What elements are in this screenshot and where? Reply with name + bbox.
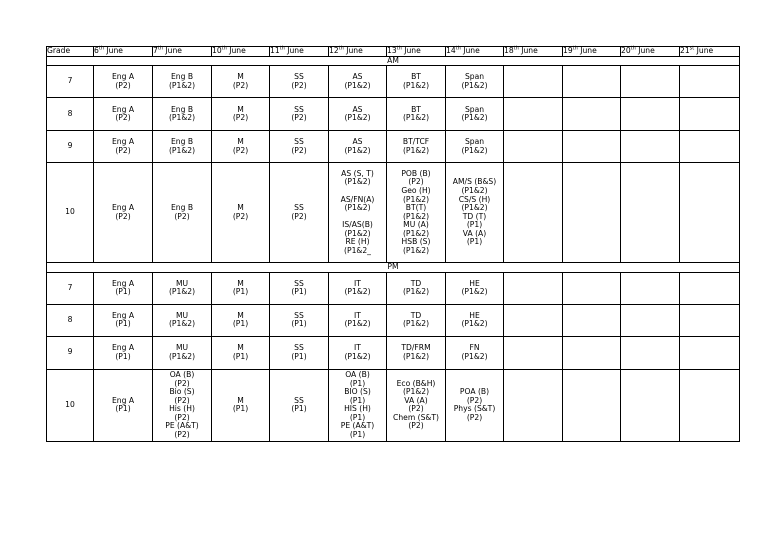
date-header	[680, 47, 740, 57]
exam-cell: IT (P1&2)	[329, 272, 387, 304]
exam-cell	[680, 369, 740, 441]
table-row	[47, 66, 740, 98]
date-month: June	[404, 46, 421, 55]
exam-cell: M (P1)	[212, 304, 270, 336]
date-day: 18	[504, 46, 514, 55]
date-day: 7	[153, 46, 158, 55]
grade-cell: 10	[47, 369, 94, 441]
grade-cell: 9	[47, 336, 94, 369]
exam-cell: SS (P1)	[270, 272, 329, 304]
grade-cell: 8	[47, 304, 94, 336]
exam-cell: SS (P2)	[270, 66, 329, 98]
exam-cell	[680, 98, 740, 131]
date-month: June	[580, 46, 597, 55]
exam-cell: Eng A (P2)	[94, 163, 153, 263]
grade-cell: 8	[47, 98, 94, 131]
date-suffix: th	[396, 45, 402, 52]
exam-cell: SS (P2)	[270, 163, 329, 263]
exam-cell: Eng A (P1)	[94, 369, 153, 441]
date-month: June	[638, 46, 655, 55]
pm-section-row	[47, 263, 740, 273]
date-day: 11	[270, 46, 280, 55]
exam-cell: Span (P1&2)	[446, 98, 504, 131]
grade-header: Grade	[47, 47, 94, 57]
table-row	[47, 98, 740, 131]
date-suffix: th	[338, 45, 344, 52]
exam-cell: M (P2)	[212, 163, 270, 263]
exam-cell: Eng A (P2)	[94, 66, 153, 98]
am-section-row	[47, 56, 740, 66]
date-month: June	[229, 46, 246, 55]
date-header	[504, 47, 563, 57]
date-suffix: th	[98, 45, 104, 52]
exam-cell: IT (P1&2)	[329, 304, 387, 336]
date-header	[94, 47, 153, 57]
exam-cell: TD (P1&2)	[387, 304, 446, 336]
exam-cell	[621, 272, 680, 304]
exam-cell	[504, 272, 563, 304]
exam-cell	[563, 336, 621, 369]
date-header	[621, 47, 680, 57]
exam-cell: IT (P1&2)	[329, 336, 387, 369]
exam-cell: Eng A (P2)	[94, 98, 153, 131]
grade-cell: 9	[47, 131, 94, 163]
exam-cell: M (P1)	[212, 336, 270, 369]
exam-cell	[680, 163, 740, 263]
exam-cell: OA (B) (P2) Bio (S) (P2) His (H) (P2) PE (A&T) (P2)	[153, 369, 212, 441]
date-month: June	[521, 46, 538, 55]
exam-cell: MU (P1&2)	[153, 336, 212, 369]
exam-cell: Eng A (P1)	[94, 304, 153, 336]
exam-cell: Eng B (P1&2)	[153, 98, 212, 131]
table-row	[47, 369, 740, 441]
exam-cell: AS (P1&2)	[329, 131, 387, 163]
exam-cell: SS (P1)	[270, 369, 329, 441]
timetable-body	[47, 47, 740, 442]
date-suffix: th	[221, 45, 227, 52]
exam-cell	[563, 304, 621, 336]
pm-section-label: PM	[47, 263, 740, 273]
exam-timetable	[46, 46, 740, 442]
date-header	[446, 47, 504, 57]
exam-cell	[680, 131, 740, 163]
exam-cell	[504, 131, 563, 163]
exam-cell: OA (B) (P1) BIO (S) (P1) HIS (H) (P1) PE (A&T) (P1)	[329, 369, 387, 441]
exam-cell	[563, 131, 621, 163]
date-month: June	[346, 46, 363, 55]
exam-cell: Eng A (P2)	[94, 131, 153, 163]
exam-cell: SS (P1)	[270, 336, 329, 369]
exam-cell: POB (B) (P2) Geo (H) (P1&2) BT(T) (P1&2) MU (A) (P1&2) HSB (S) (P1&2)	[387, 163, 446, 263]
exam-cell	[563, 369, 621, 441]
exam-cell: Eng B (P2)	[153, 163, 212, 263]
exam-cell	[504, 336, 563, 369]
exam-cell: M (P1)	[212, 369, 270, 441]
date-day: 20	[621, 46, 631, 55]
exam-cell	[621, 369, 680, 441]
date-header	[329, 47, 387, 57]
am-section-label: AM	[47, 56, 740, 66]
header-row	[47, 47, 740, 57]
date-suffix: th	[455, 45, 461, 52]
date-suffix: th	[157, 45, 163, 52]
date-month: June	[696, 46, 714, 55]
grade-cell: 7	[47, 272, 94, 304]
date-day: 12	[329, 46, 339, 55]
exam-cell: AS (P1&2)	[329, 98, 387, 131]
date-header	[387, 47, 446, 57]
date-suffix: th	[572, 45, 578, 52]
exam-cell	[621, 131, 680, 163]
exam-cell	[504, 66, 563, 98]
exam-cell	[563, 66, 621, 98]
date-header	[270, 47, 329, 57]
exam-cell	[504, 304, 563, 336]
exam-cell	[680, 66, 740, 98]
grade-cell: 7	[47, 66, 94, 98]
table-row	[47, 336, 740, 369]
date-suffix: st	[689, 45, 695, 52]
exam-cell	[563, 163, 621, 263]
exam-cell: BT (P1&2)	[387, 66, 446, 98]
exam-cell: Eng A (P1)	[94, 336, 153, 369]
exam-cell: M (P2)	[212, 66, 270, 98]
date-day: 6	[94, 46, 99, 55]
date-day: 19	[563, 46, 573, 55]
date-day: 10	[212, 46, 222, 55]
date-suffix: th	[630, 45, 636, 52]
exam-cell: SS (P2)	[270, 131, 329, 163]
exam-cell	[680, 336, 740, 369]
exam-cell: HE (P1&2)	[446, 272, 504, 304]
exam-cell: Eng B (P1&2)	[153, 131, 212, 163]
date-month: June	[463, 46, 480, 55]
exam-cell: M (P2)	[212, 98, 270, 131]
exam-cell	[621, 336, 680, 369]
exam-cell: AS (P1&2)	[329, 66, 387, 98]
date-header	[212, 47, 270, 57]
date-header	[563, 47, 621, 57]
exam-cell: AM/S (B&S) (P1&2) CS/S (H) (P1&2) TD (T) (P1) VA (A) (P1)	[446, 163, 504, 263]
exam-cell: TD (P1&2)	[387, 272, 446, 304]
exam-cell	[680, 272, 740, 304]
table-row	[47, 272, 740, 304]
exam-cell: SS (P1)	[270, 304, 329, 336]
exam-cell	[563, 98, 621, 131]
exam-cell	[504, 163, 563, 263]
exam-cell: BT (P1&2)	[387, 98, 446, 131]
exam-cell: TD/FRM (P1&2)	[387, 336, 446, 369]
date-day: 14	[446, 46, 456, 55]
date-month: June	[106, 46, 123, 55]
date-suffix: th	[513, 45, 519, 52]
exam-cell	[680, 304, 740, 336]
exam-cell: MU (P1&2)	[153, 304, 212, 336]
exam-cell: M (P1)	[212, 272, 270, 304]
exam-cell: BT/TCF (P1&2)	[387, 131, 446, 163]
exam-cell	[621, 163, 680, 263]
exam-cell	[504, 98, 563, 131]
exam-cell: AS (S, T) (P1&2) AS/FN(A) (P1&2) IS/AS(B) (P1&2) RE (H) (P1&2_	[329, 163, 387, 263]
table-row	[47, 131, 740, 163]
exam-cell: FN (P1&2)	[446, 336, 504, 369]
exam-cell	[621, 66, 680, 98]
exam-cell: Eco (B&H) (P1&2) VA (A) (P2) Chem (S&T) (P2)	[387, 369, 446, 441]
exam-cell: Eng B (P1&2)	[153, 66, 212, 98]
table-row	[47, 163, 740, 263]
grade-cell: 10	[47, 163, 94, 263]
date-month: June	[287, 46, 304, 55]
date-header	[153, 47, 212, 57]
exam-cell: SS (P2)	[270, 98, 329, 131]
exam-cell	[563, 272, 621, 304]
exam-cell: POA (B) (P2) Phys (S&T) (P2)	[446, 369, 504, 441]
date-day: 13	[387, 46, 397, 55]
exam-cell	[621, 98, 680, 131]
exam-cell: Span (P1&2)	[446, 131, 504, 163]
exam-cell: M (P2)	[212, 131, 270, 163]
exam-cell: HE (P1&2)	[446, 304, 504, 336]
exam-cell: MU (P1&2)	[153, 272, 212, 304]
date-suffix: th	[279, 45, 285, 52]
exam-cell: Eng A (P1)	[94, 272, 153, 304]
exam-cell	[504, 369, 563, 441]
date-day: 21	[680, 46, 690, 55]
exam-cell	[621, 304, 680, 336]
table-row	[47, 304, 740, 336]
date-month: June	[165, 46, 182, 55]
exam-cell: Span (P1&2)	[446, 66, 504, 98]
